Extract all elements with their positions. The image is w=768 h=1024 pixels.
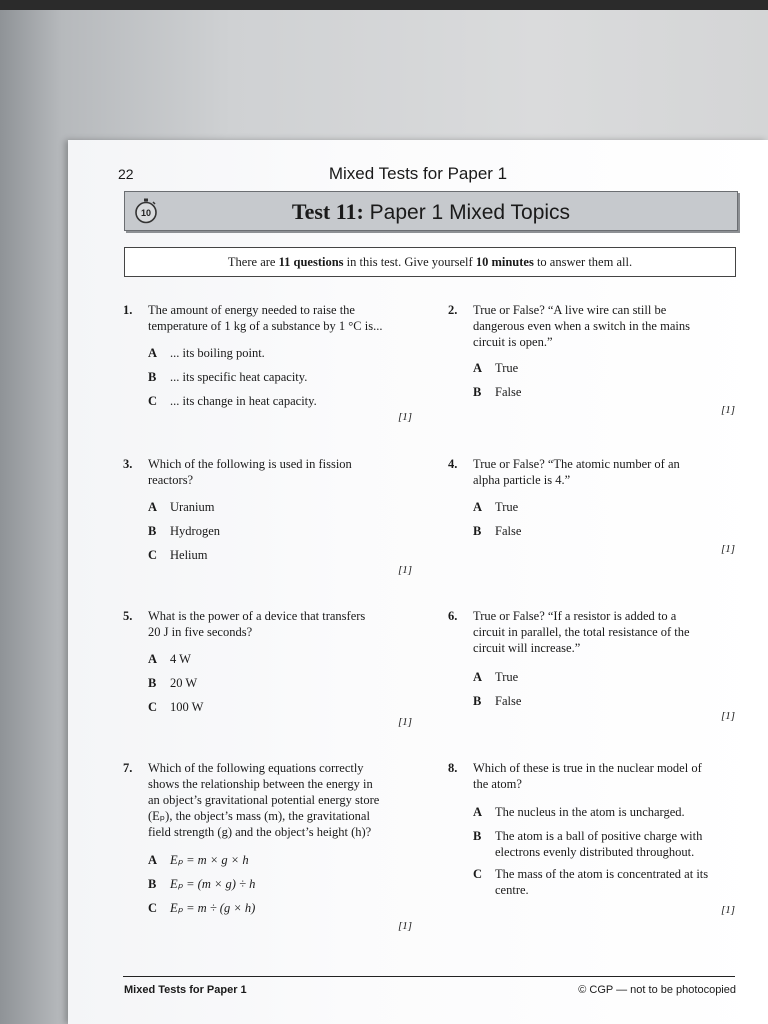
timer-minutes: 10 <box>140 208 152 218</box>
footer-copyright: © CGP — not to be photocopied <box>578 984 736 996</box>
question-number: 4. <box>448 457 458 471</box>
page-number: 22 <box>118 166 134 182</box>
question-number: 5. <box>123 609 133 623</box>
question-text: Which of the following equations correctly shows the relationship between the energy in an object’s gravitational potential energy store (Eₚ), the object’s mass (m), the gravitational field strength (g) and the object’s height (h)? <box>148 761 380 839</box>
test-title: Test 11: Paper 1 Mixed Topics <box>291 199 571 224</box>
mark-label: [1] <box>721 404 736 416</box>
mark-label: [1] <box>398 564 413 576</box>
scan-top-edge <box>0 0 768 10</box>
question-text: What is the power of a device that transfers 20 J in five seconds? <box>148 609 366 639</box>
mark-label: [1] <box>721 904 736 916</box>
question-number: 6. <box>448 609 458 623</box>
instructions-box: There are 11 questions in this test. Give yourself 10 minutes to answer them all. <box>124 247 736 277</box>
mark-label: [1] <box>721 710 736 722</box>
footer-book-title: Mixed Tests for Paper 1 <box>124 984 247 996</box>
question-text: Which of these is true in the nuclear model of the atom? <box>473 761 702 791</box>
question-number: 8. <box>448 761 458 775</box>
mark-label: [1] <box>721 543 736 555</box>
mark-label: [1] <box>398 716 413 728</box>
book-page: 22 Mixed Tests for Paper 1 10 Test 11: Paper 1 Mixed Topics There are 11 questions in this test. Give yourself 10 minutes to answer them all. 1. The amount of energy needed to raise the temperature of 1 kg of a substance by 1 °C is... A ... its boiling point. B ... its specific heat capacity. C ... its change in heat capacity. [1] 2. True or False? “A live wire can still be dangerous even when a switch in the mains circuit is open.” A True B False [1] 3. Which of the following is used in fission reactors? A Uranium B Hydrogen C Helium [1] 4. True or False? “The atomic number of an alpha particle is 4.” A True B False [1] 5. What is the power of a device that transfers 20 J in five seconds? A 4 W B 20 W C 100 W [1] 6. True or False? “If a resistor is added to a circuit in parallel, the total resistance of the circuit will increase.” A True B False [1] 7. Which of the following equations correctly shows the relationship between the energy in an object’s gravitational potential energy store (Eₚ), the object’s mass (m), the gravitational field strength (g) and the object’s height (h)? A Eₚ = m × g × h B Eₚ = (m × g) ÷ h C Eₚ = m ÷ (g × h) [1] 8. Which of these is true in the nuclear model of the atom? A The nucleus in the atom is uncharged. B The atom is a ball of positive charge with electrons evenly distributed throughout. C The mass of the atom is concentrated at its centre. [1] Mixed Tests for Paper 1 © CGP — not to be photocopied <box>68 140 768 1024</box>
question-number: 7. <box>123 761 133 775</box>
question-text: True or False? “If a resistor is added to a circuit in parallel, the total resistance of the circuit will increase.” <box>473 609 690 655</box>
question-text: True or False? “The atomic number of an alpha particle is 4.” <box>473 457 680 487</box>
running-head: Mixed Tests for Paper 1 <box>328 164 508 183</box>
question-number: 1. <box>123 303 133 317</box>
question-text: The amount of energy needed to raise the temperature of 1 kg of a substance by 1 °C is... <box>148 303 383 333</box>
mark-label: [1] <box>398 920 413 932</box>
question-number: 3. <box>123 457 133 471</box>
question-text: True or False? “A live wire can still be dangerous even when a switch in the mains circuit is open.” <box>473 303 690 349</box>
footer-rule <box>123 976 735 977</box>
mark-label: [1] <box>398 411 413 423</box>
test-title-banner <box>124 191 738 231</box>
question-text: Which of the following is used in fission reactors? <box>148 457 352 487</box>
question-number: 2. <box>448 303 458 317</box>
